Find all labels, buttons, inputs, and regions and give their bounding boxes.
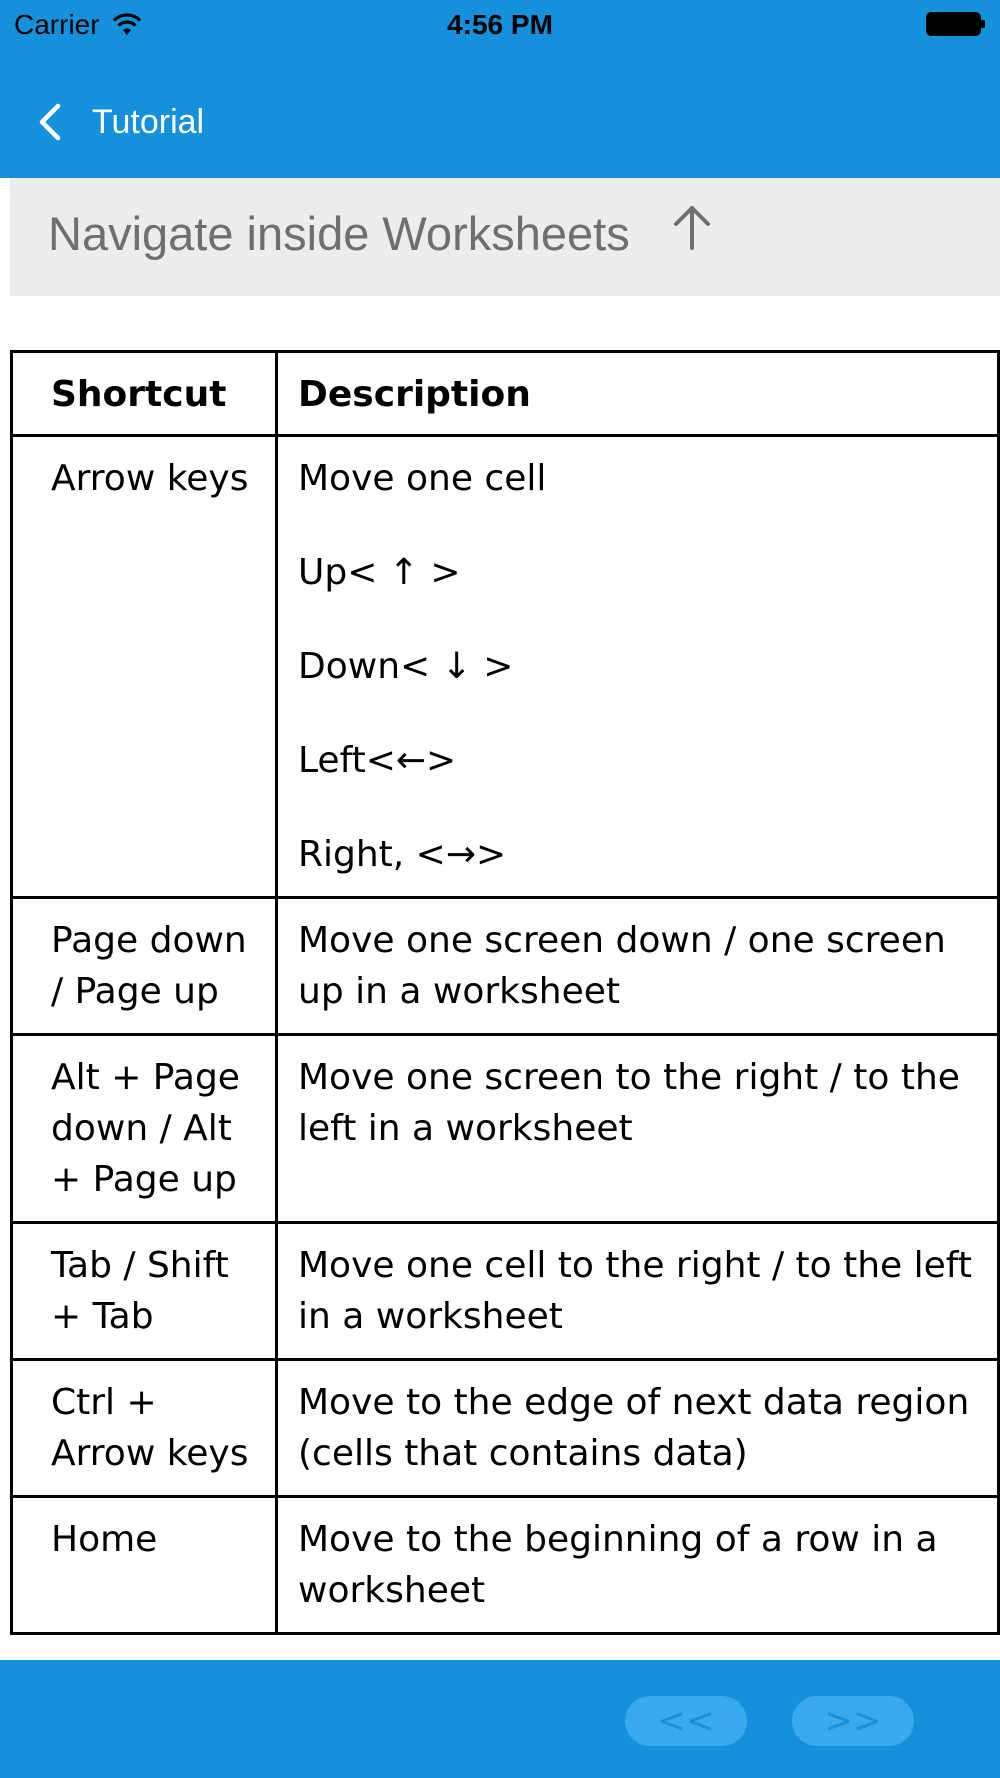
- bottom-toolbar: [0, 1660, 1000, 1778]
- previous-page-button[interactable]: <<: [625, 1696, 747, 1746]
- description-line: Move one screen down / one screen up in a worksheet: [298, 920, 946, 1012]
- description-line: Move one screen to the right / to the left in a worksheet: [298, 1057, 960, 1149]
- description-cell: [277, 1497, 999, 1634]
- shortcut-table: [10, 350, 1000, 1635]
- description-line: Down< ↓ >: [298, 646, 514, 687]
- description-cell: [277, 1223, 999, 1360]
- battery-icon: [926, 12, 986, 36]
- shortcut-cell: Tab / Shift + Tab: [12, 1223, 277, 1360]
- column-header-shortcut: Shortcut: [12, 352, 277, 436]
- table-row: [12, 1360, 999, 1497]
- status-bar: [0, 0, 1000, 50]
- shortcut-cell: Arrow keys: [12, 436, 277, 898]
- description-cell: [277, 898, 999, 1035]
- description-cell: [277, 1360, 999, 1497]
- description-line: Move one cell to the right / to the left in a worksheet: [298, 1245, 972, 1337]
- description-cell: [277, 436, 999, 898]
- description-line: Move one cell: [298, 458, 547, 499]
- description-cell: [277, 1035, 999, 1223]
- description-line: Move to the beginning of a row in a worksheet: [298, 1519, 938, 1611]
- carrier-label: Carrier: [14, 9, 100, 40]
- description-line: Up< ↑ >: [298, 552, 461, 593]
- shortcut-cell: Page down / Page up: [12, 898, 277, 1035]
- navigation-bar: [0, 50, 1000, 178]
- table-row: [12, 1497, 999, 1634]
- table-row: [12, 1035, 999, 1223]
- content-scroll-area[interactable]: [10, 350, 1000, 1660]
- table-row: [12, 436, 999, 898]
- table-row: [12, 1223, 999, 1360]
- description-line: Left<←>: [298, 740, 457, 781]
- back-button-label: Tutorial: [92, 103, 205, 141]
- up-arrow-icon[interactable]: [670, 202, 714, 252]
- table-header-row: [12, 352, 999, 436]
- description-line: Move to the edge of next data region (cells that contains data): [298, 1382, 970, 1474]
- chevron-left-icon: [36, 102, 64, 142]
- column-header-description: Description: [277, 352, 999, 436]
- shortcut-cell: Alt + Page down / Alt + Page up: [12, 1035, 277, 1223]
- section-header: [10, 178, 1000, 296]
- shortcut-cell: Home: [12, 1497, 277, 1634]
- status-time: 4:56 PM: [447, 9, 553, 40]
- back-button[interactable]: [36, 102, 204, 142]
- description-line: Right, <→>: [298, 834, 507, 875]
- page-title: Navigate inside Worksheets: [48, 207, 630, 260]
- shortcut-cell: Ctrl + Arrow keys: [12, 1360, 277, 1497]
- table-row: [12, 898, 999, 1035]
- next-page-button[interactable]: >>: [792, 1696, 914, 1746]
